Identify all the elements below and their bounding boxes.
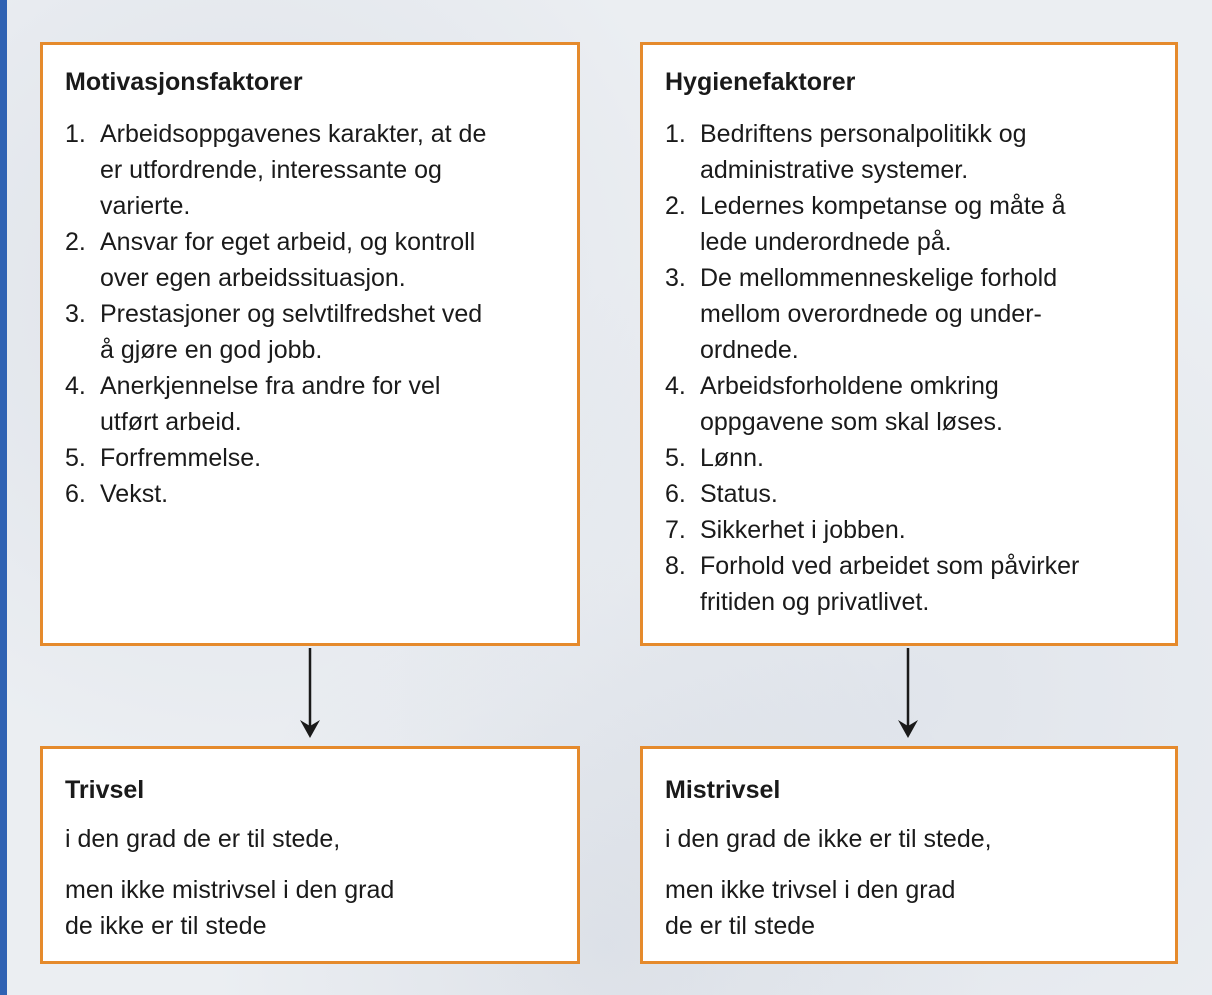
motivation-factors-list <box>65 116 486 512</box>
item-number: 1. <box>65 120 86 148</box>
list-item <box>665 440 1079 476</box>
item-text: Anerkjennelse fra andre for vel utført arbeid. <box>100 372 441 436</box>
hygiene-factors-box <box>640 42 1178 646</box>
item-text: Prestasjoner og selvtilfredshet ved å gjøre en god jobb. <box>100 300 483 364</box>
item-number: 5. <box>65 444 86 472</box>
mistrivsel-qualifier-text: men ikke trivsel i den grad de er til stede <box>665 876 956 940</box>
arrow-down-icon <box>298 648 322 740</box>
list-item <box>665 512 1079 548</box>
list-item <box>65 296 486 368</box>
mistrivsel-condition-text: i den grad de ikke er til stede, <box>665 825 992 853</box>
item-number: 3. <box>665 264 686 292</box>
item-number: 8. <box>665 552 686 580</box>
item-number: 4. <box>65 372 86 400</box>
item-number: 1. <box>665 120 686 148</box>
item-text: Forfremmelse. <box>100 444 262 472</box>
item-text: Status. <box>700 480 778 508</box>
list-item <box>665 368 1079 440</box>
list-item <box>665 116 1079 188</box>
item-text: Ledernes kompetanse og måte å lede underordnede på. <box>700 192 1066 256</box>
item-text: Forhold ved arbeidet som påvirker fritiden og privatlivet. <box>700 552 1080 616</box>
list-item <box>665 188 1079 260</box>
trivsel-box <box>40 746 580 964</box>
list-item <box>665 260 1079 368</box>
trivsel-condition-text: i den grad de er til stede, <box>65 825 341 853</box>
item-text: Arbeidsoppgavenes karakter, at de er utfordrende, interessante og varierte. <box>100 120 487 220</box>
mistrivsel-title: Mistrivsel <box>665 776 781 804</box>
item-number: 2. <box>665 192 686 220</box>
page-edge-stripe <box>0 0 7 995</box>
item-text: Ansvar for eget arbeid, og kontroll over egen arbeidssituasjon. <box>100 228 476 292</box>
item-text: Sikkerhet i jobben. <box>700 516 906 544</box>
hygiene-factors-list <box>665 116 1079 620</box>
item-number: 6. <box>65 480 86 508</box>
item-text: Lønn. <box>700 444 764 472</box>
list-item <box>65 116 486 224</box>
hygiene-factors-title: Hygienefaktorer <box>665 68 856 96</box>
list-item <box>65 476 486 512</box>
list-item <box>665 476 1079 512</box>
list-item <box>65 224 486 296</box>
item-text: De mellommenneskelige forhold mellom overordnede og under- ordnede. <box>700 264 1058 364</box>
item-number: 3. <box>65 300 86 328</box>
item-text: Vekst. <box>100 480 169 508</box>
item-number: 5. <box>665 444 686 472</box>
item-number: 6. <box>665 480 686 508</box>
item-number: 7. <box>665 516 686 544</box>
list-item <box>665 548 1079 620</box>
trivsel-title: Trivsel <box>65 776 145 804</box>
arrow-down-icon <box>896 648 920 740</box>
item-text: Bedriftens personalpolitikk og administrative systemer. <box>700 120 1027 184</box>
item-number: 2. <box>65 228 86 256</box>
motivation-factors-box <box>40 42 580 646</box>
list-item <box>65 440 486 476</box>
mistrivsel-box <box>640 746 1178 964</box>
item-number: 4. <box>665 372 686 400</box>
list-item <box>65 368 486 440</box>
trivsel-qualifier-text: men ikke mistrivsel i den grad de ikke er til stede <box>65 876 395 940</box>
item-text: Arbeidsforholdene omkring oppgavene som skal løses. <box>700 372 1003 436</box>
motivation-factors-title: Motivasjonsfaktorer <box>65 68 303 96</box>
